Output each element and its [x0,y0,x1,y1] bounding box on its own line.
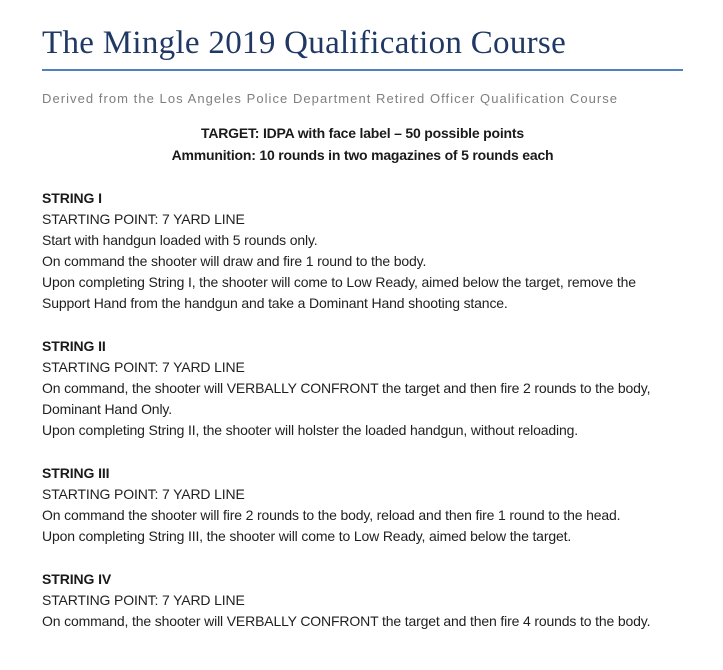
doc-line: STARTING POINT: 7 YARD LINE [42,211,245,227]
section-string-3 [42,463,683,547]
section-string-2 [42,336,683,441]
section-string-4 [42,569,683,632]
doc-line: On command the shooter will fire 2 rounds to the body, reload and then fire 1 round to the head. [42,507,621,523]
section-heading: STRING I [42,190,102,206]
page-title: The Mingle 2019 Qualification Course [42,24,683,71]
doc-line: Upon completing String II, the shooter will holster the loaded handgun, without reloading. [42,422,578,438]
doc-line: On command, the shooter will VERBALLY CONFRONT the target and then fire 4 rounds to the body. [42,613,651,629]
doc-line: STARTING POINT: 7 YARD LINE [42,486,245,502]
doc-line: On command, the shooter will VERBALLY CONFRONT the target and then fire 2 rounds to the body, [42,380,651,396]
doc-line: STARTING POINT: 7 YARD LINE [42,592,245,608]
doc-line: Upon completing String III, the shooter will come to Low Ready, aimed below the target. [42,528,572,544]
section-heading: STRING III [42,465,110,481]
section-string-1 [42,188,683,314]
doc-line: Dominant Hand Only. [42,401,172,417]
ammunition-line: Ammunition: 10 rounds in two magazines of 5 rounds each [171,147,554,163]
intro-block [42,122,683,166]
document-subtitle: Derived from the Los Angeles Police Department Retired Officer Qualification Course [42,91,619,106]
doc-line: Start with handgun loaded with 5 rounds only. [42,232,318,248]
doc-line: On command the shooter will draw and fire 1 round to the body. [42,253,427,269]
section-heading: STRING IV [42,571,112,587]
doc-line: Support Hand from the handgun and take a Dominant Hand shooting stance. [42,295,508,311]
section-heading: STRING II [42,338,106,354]
doc-line: STARTING POINT: 7 YARD LINE [42,359,245,375]
doc-line: Upon completing String I, the shooter will come to Low Ready, aimed below the target, remove the [42,274,636,290]
target-line: TARGET: IDPA with face label – 50 possible points [201,125,524,141]
